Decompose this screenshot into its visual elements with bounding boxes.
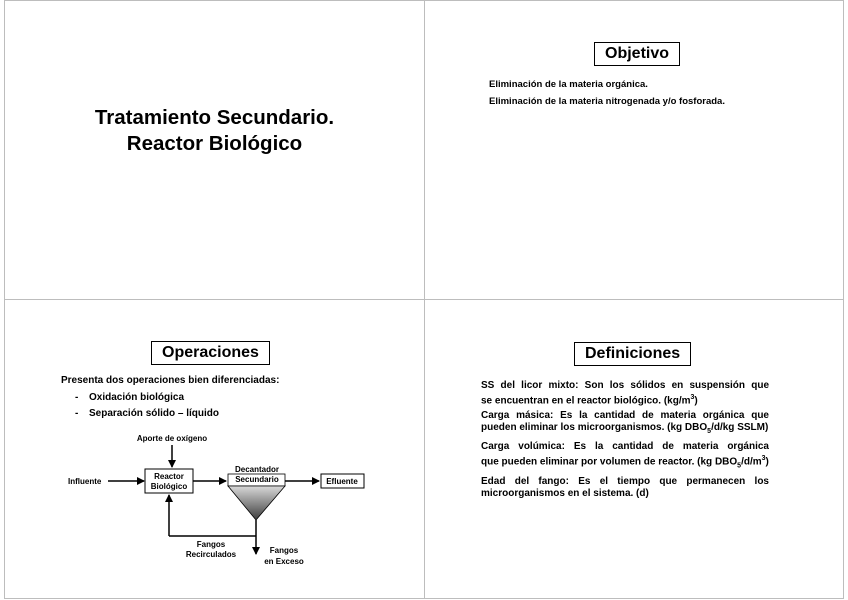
bullet-marker: -	[75, 408, 79, 419]
definition-line: se encuentran en el reactor biológico. $(kg/m^3)$	[481, 394, 698, 407]
definition-line: Edad del fango: Es el tiempo que permanecen los	[481, 475, 769, 487]
clarifier-label: Decantador	[234, 465, 280, 474]
objetivo-heading: Objetivo	[594, 42, 680, 66]
recirculated-sludge-label: Fangos	[196, 540, 226, 549]
definition-line: que pueden eliminar por volumen de reactor. (kg $DBO_5/d/m^3$)	[481, 455, 769, 470]
bullet-text: Separación sólido – líquido	[89, 408, 220, 419]
title-line-1: Tratamiento Secundario.	[94, 106, 335, 129]
title-line-2: Reactor Biológico	[126, 132, 303, 155]
definition-item	[481, 441, 769, 472]
definition-item	[481, 380, 769, 407]
oxygen-label: Aporte de oxígeno	[136, 434, 208, 443]
excess-sludge-label: Fangos	[269, 546, 299, 555]
slide-title	[4, 0, 425, 300]
clarifier-label: Secundario	[235, 475, 279, 484]
reactor-label: Biológico	[150, 482, 188, 491]
definition-item	[481, 410, 769, 438]
bullet-marker: -	[75, 392, 79, 403]
excess-sludge-label: en Exceso	[264, 557, 304, 566]
bullet-text: Oxidación biológica	[89, 392, 185, 403]
operaciones-intro: Presenta dos operaciones bien diferenciadas:	[61, 375, 280, 386]
definition-line: Carga volúmica: Es la cantidad de materia orgánica	[481, 441, 769, 453]
definiciones-heading: Definiciones	[574, 342, 691, 366]
reactor-label: Reactor	[154, 472, 184, 481]
definitions-list	[481, 380, 769, 503]
slide-objetivo	[424, 0, 844, 300]
slide-title-text	[5, 105, 424, 157]
slide-definiciones	[424, 299, 844, 599]
process-diagram	[5, 300, 426, 600]
definition-line: Carga másica: Es la cantidad de materia orgánica que	[481, 410, 769, 422]
clarifier-cone	[228, 486, 285, 520]
objetivo-line: Eliminación de la materia orgánica.	[489, 79, 648, 90]
operaciones-heading: Operaciones	[151, 341, 270, 365]
definition-line: SS del licor mixto: Son los sólidos en suspensión que	[481, 380, 769, 391]
effluent-label: Efluente	[326, 477, 358, 486]
definition-line: microorganismos en el sistema. (d)	[481, 487, 649, 499]
definition-item	[481, 476, 769, 500]
definition-line: pueden eliminar los microorganismos. (kg $DBO_5/d/kg$ SSLM)	[481, 422, 769, 436]
recirculated-sludge-label: Recirculados	[185, 550, 237, 559]
influent-label: Influente	[68, 477, 102, 486]
slide-operaciones	[4, 299, 425, 599]
objetivo-line: Eliminación de la materia nitrogenada y/o fosforada.	[489, 96, 725, 107]
